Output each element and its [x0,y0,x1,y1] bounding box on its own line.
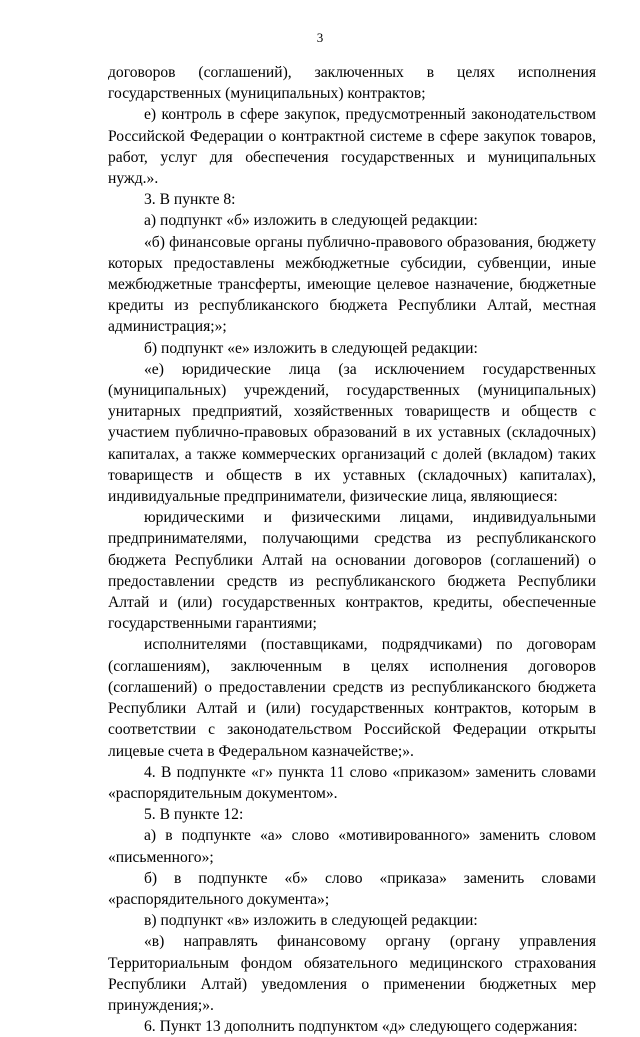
paragraph: а) в подпункте «а» слово «мотивированного» заменить словом «письменного»; [108,827,596,866]
paragraph: юридическими и физическими лицами, индивидуальными предпринимателями, получающими средства из республиканского бюджета Республики Алтай на основании договоров (соглашений) о предоставлении средств из республиканского бюджета Республики Алтай и (или) государственных контрактов, кредиты, обеспеченные государственными гарантиями; [108,509,596,633]
paragraph: «е) юридические лица (за исключением государственных (муниципальных) учреждений, государственных (муниципальных) унитарных предприятий, хозяйственных товариществ и обществ с участием публично-правовых образований в их уставных (складочных) капиталах, а также коммерческих организаций с долей (вкладом) таких товариществ и обществ в их уставных (складочных) капиталах), индивидуальные предприниматели, физические лица, являющиеся: [108,360,596,506]
paragraph: договоров (соглашений), заключенных в целях исполнения государственных (муниципальных) контрактов; [108,64,596,103]
paragraph: исполнителями (поставщиками, подрядчиками) по договорам (соглашениям), заключенным в целях исполнения договоров (соглашений) о предоставлении средств из республиканского бюджета Республики Алтай и (или) государственных контрактов, которым в соответствии с законодательством Российской Федерации открыты лицевые счета в Федеральном казначействе;». [108,636,596,760]
document-body [108,62,596,1037]
paragraph: б) в подпункте «б» слово «приказа» заменить словами «распорядительного документа»; [108,869,596,908]
paragraph: б) подпункт «е» изложить в следующей редакции: [144,339,478,357]
paragraph: «б) финансовые органы публично-правового образования, бюджету которых предоставлены межбюджетные субсидии, субвенции, иные межбюджетные трансферты, имеющие целевое назначение, бюджетные кредиты из республиканского бюджета Республики Алтай, местная администрация;»; [108,233,596,336]
paragraph: 4. В подпункте «г» пункта 11 слово «приказом» заменить словами «распорядительным документом». [108,763,596,802]
page-number: 3 [316,30,324,45]
paragraph: «в) направлять финансовому органу (органу управления Территориальным фондом обязательного медицинского страхования Республики Алтай) уведомления о применении бюджетных мер принуждения;». [108,933,596,1014]
paragraph: а) подпункт «б» изложить в следующей редакции: [144,212,478,230]
paragraph: в) подпункт «в» изложить в следующей редакции: [144,912,478,930]
paragraph: 3. В пункте 8: [144,191,236,209]
paragraph: 5. В пункте 12: [144,806,244,824]
paragraph: е) контроль в сфере закупок, предусмотренный законодательством Российской Федерации о контрактной системе в сфере закупок товаров, работ, услуг для обеспечения государственных и муниципальных нужд.». [108,106,596,188]
paragraph: 6. Пункт 13 дополнить подпунктом «д» следующего содержания: [144,1018,578,1036]
